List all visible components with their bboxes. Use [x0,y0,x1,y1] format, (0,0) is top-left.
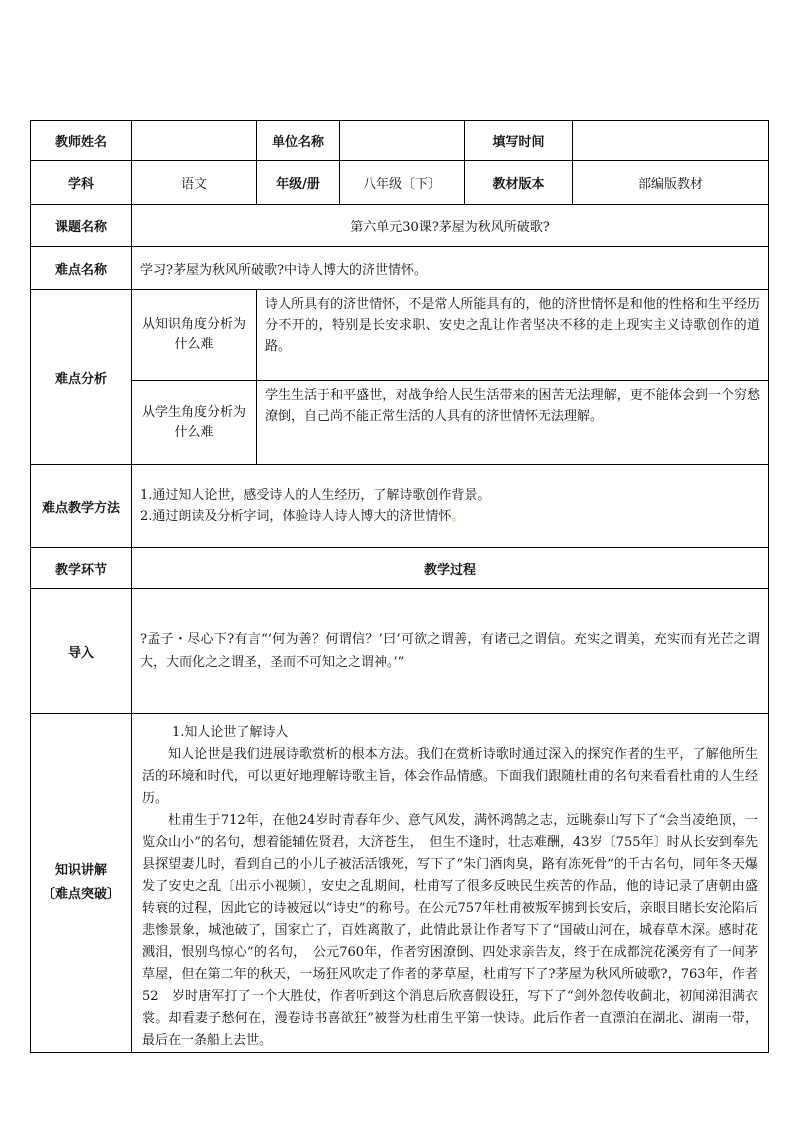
teacher-name-field[interactable] [132,121,257,161]
method-line-2-end: 。 [451,509,465,524]
knowledge-subtitle: 1.知人论世了解诗人 [172,725,289,740]
header-row [31,121,769,161]
edition-label: 教材版本 [465,161,573,205]
method-line-1: 1.通过知人论世，感受诗人的人生经历，了解诗歌创作背景。 [140,488,491,503]
knowledge-angle-text: 诗人所具有的济世情怀，不是常人所能具有的，他的济世情怀是和他的性格和生平经历分不开的，特别是长安求职、安史之乱让作者坚决不移的走上现实主义诗歌创作的道路。 [257,290,769,381]
method-line-2 [140,506,760,527]
knowledge-row [31,714,769,1053]
method-row [31,465,769,548]
student-angle-label: 从学生角度分析为什么难 [132,381,257,465]
fill-time-label: 填写时间 [465,121,573,161]
method-content [132,465,769,548]
fill-time-field[interactable] [573,121,769,161]
knowledge-angle-label: 从知识角度分析为什么难 [132,290,257,381]
process-header-row [31,548,769,589]
topic-row [31,205,769,247]
subject-value: 语文 [132,161,257,205]
method-line-2-text: 2.通过朗读及分析字词，体验诗人诗人博大的济世情怀 [140,509,452,524]
knowledge-label-line-1: 知识讲解 [54,863,107,878]
difficulty-value: 学习?茅屋为秋风所破歌?中诗人博大的济世情怀。 [132,247,769,290]
teacher-name-label: 教师姓名 [31,121,132,161]
subject-row [31,161,769,205]
topic-value: 第六单元30课?茅屋为秋风所破歌? [132,205,769,247]
lesson-plan-form [30,120,772,1053]
subject-label: 学科 [31,161,132,205]
edition-value: 部编版教材 [573,161,769,205]
knowledge-label [31,714,132,1053]
intro-row [31,589,769,714]
topic-label: 课题名称 [31,205,132,247]
analysis-label: 难点分析 [31,290,132,465]
intro-label: 导入 [31,589,132,714]
knowledge-paragraph-2: 杜甫生于712年，在他24岁时青春年少、意气风发，满怀鸿鹄之志，远眺泰山写下了“会当凌绝顶，一览众山小”的名句，想着能辅佐贤君，大济苍生， 但生不逢时，壮志难酬，43岁〔755年〕时从长安到奉先县探望妻儿时，看到自己的小儿子被活活饿死，写下了“朱门酒肉臭，路有冻死骨”的千古名句，同年冬天爆发了安史之乱〔出示小视频〕，安史之乱期间，杜甫写了很多反映民生疾苦的作品，他的诗记录了唐朝由盛转衰的过程，因此它的诗被冠以“诗史”的称号。在公元757年杜甫被叛军掳到长安后，亲眼目睹长安沦陷后悲惨景象，城池破了，国家亡了，百姓离散了，此情此景让作者写下了“国破山河在，城春草木深。感时花溅泪，恨别鸟惊心”的名句， 公元760年，作者穷困潦倒、四处求亲告友，终于在成都浣花溪旁有了一间茅草屋，但在第二年的秋天，一场狂风吹走了作者的茅草屋，杜甫写下了?茅屋为秋风所破歌?，763年，作者 52 岁时唐军打了一个大胜仗，作者听到这个消息后欣喜假设狂，写下了“剑外忽传收蓟北，初闻涕泪满衣裳。却看妻子愁何在，漫卷诗书喜欲狂”被誉为杜甫生平第一快诗。此后作者一直漂泊在湖北、湖南一带，最后在一条船上去世。 [142,813,772,1048]
method-label: 难点教学方法 [31,465,132,548]
knowledge-label-line-2: 〔难点突破〕 [41,887,120,902]
teaching-process-header: 教学过程 [132,548,769,589]
difficulty-row [31,247,769,290]
analysis-row-knowledge [31,290,769,381]
grade-label: 年级/册 [257,161,340,205]
teaching-stage-header: 教学环节 [31,548,132,589]
analysis-row-student [31,381,769,465]
student-angle-text: 学生生活于和平盛世，对战争给人民生活带来的困苦无法理解，更不能体会到一个穷愁潦倒，自己尚不能正常生活的人具有的济世情怀无法理解。 [257,381,769,465]
difficulty-label: 难点名称 [31,247,132,290]
knowledge-paragraph-1: 知人论世是我们进展诗歌赏析的根本方法。我们在赏析诗歌时通过深入的探究作者的生平，了解他所生活的环境和时代，可以更好地理解诗歌主旨，体会作品情感。下面我们跟随杜甫的名句来看看杜甫的人生经历。 [142,747,758,806]
unit-name-field[interactable] [340,121,465,161]
grade-value: 八年级〔下〕 [340,161,465,205]
intro-text: ?孟子・尽心下?有言“‘何为善？何谓信？’曰‘可欲之谓善，有诸己之谓信。充实之谓美，充实而有光芒之谓大，大而化之之谓圣，圣而不可知之之谓神。’” [132,589,769,714]
unit-name-label: 单位名称 [257,121,340,161]
lesson-plan-table [30,120,772,1053]
knowledge-content [132,714,772,1053]
